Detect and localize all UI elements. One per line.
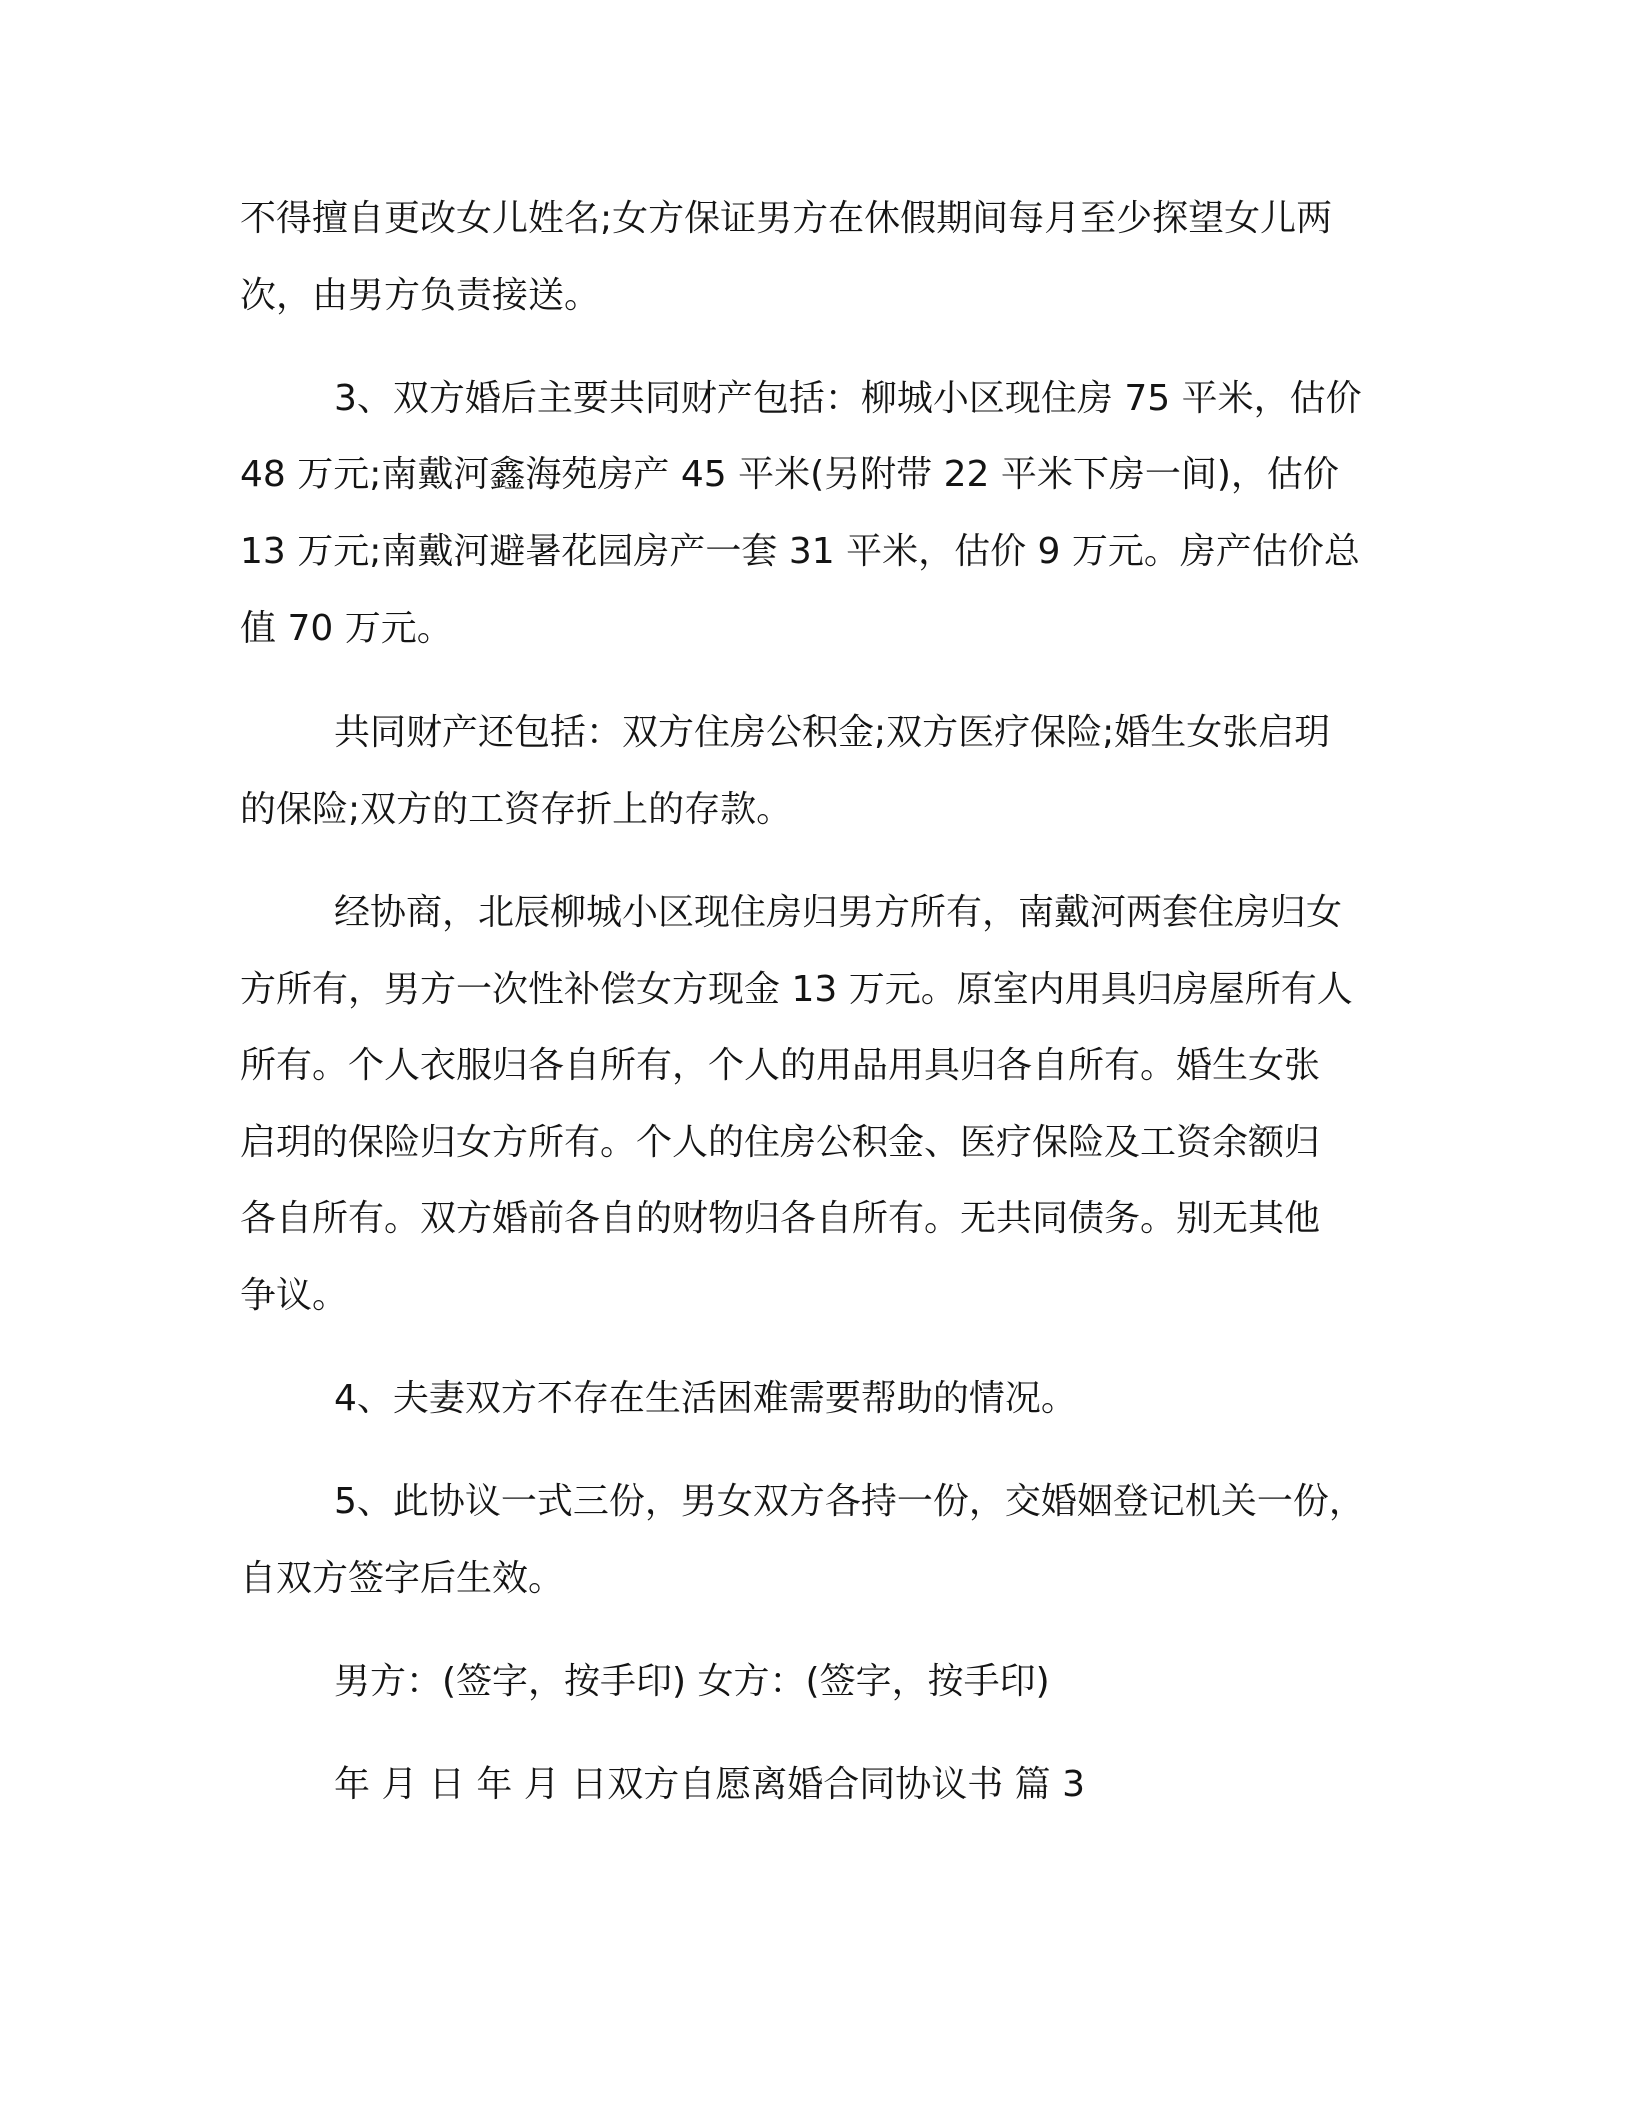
clause-3-line-4: 值 70 万元。 <box>240 608 453 649</box>
clause-3-line-1: 3、双方婚后主要共同财产包括：柳城小区现住房 75 平米，估价 <box>334 378 1362 419</box>
division-paragraph-line-3: 所有。个人衣服归各自所有，个人的用品用具归各自所有。婚生女张 <box>240 1045 1321 1086</box>
division-paragraph-line-5: 各自所有。双方婚前各自的财物归各自所有。无共同债务。别无其他 <box>240 1198 1321 1239</box>
division-paragraph-line-1: 经协商，北辰柳城小区现住房归男方所有，南戴河两套住房归女 <box>334 892 1343 933</box>
common-property-line-2: 的保险;双方的工资存折上的存款。 <box>240 789 793 830</box>
clause-3-line-3: 13 万元;南戴河避暑花园房产一套 31 平米，估价 9 万元。房产估价总 <box>240 531 1360 572</box>
common-property-line-1: 共同财产还包括：双方住房公积金;双方医疗保险;婚生女张启玥 <box>334 712 1331 753</box>
paragraph-2-continuation-line-1: 不得擅自更改女儿姓名;女方保证男方在休假期间每月至少探望女儿两 <box>240 198 1333 239</box>
division-paragraph-line-4: 启玥的保险归女方所有。个人的住房公积金、医疗保险及工资余额归 <box>240 1122 1321 1163</box>
clause-5-line-1: 5、此协议一式三份，男女双方各持一份，交婚姻登记机关一份， <box>334 1481 1365 1522</box>
division-paragraph-line-6: 争议。 <box>240 1275 349 1316</box>
signature-line: 男方：(签字，按手印) 女方：(签字，按手印) <box>334 1661 1050 1702</box>
clause-3-line-2: 48 万元;南戴河鑫海苑房产 45 平米(另附带 22 平米下房一间)，估价 <box>240 454 1339 495</box>
clause-5-line-2: 自双方签字后生效。 <box>240 1558 565 1599</box>
clause-4: 4、夫妻双方不存在生活困难需要帮助的情况。 <box>334 1378 1077 1419</box>
division-paragraph-line-2: 方所有，男方一次性补偿女方现金 13 万元。原室内用具归房屋所有人 <box>240 969 1353 1010</box>
paragraph-2-continuation-line-2: 次，由男方负责接送。 <box>240 275 601 316</box>
date-and-next-section-title: 年 月 日 年 月 日双方自愿离婚合同协议书 篇 3 <box>334 1764 1086 1805</box>
